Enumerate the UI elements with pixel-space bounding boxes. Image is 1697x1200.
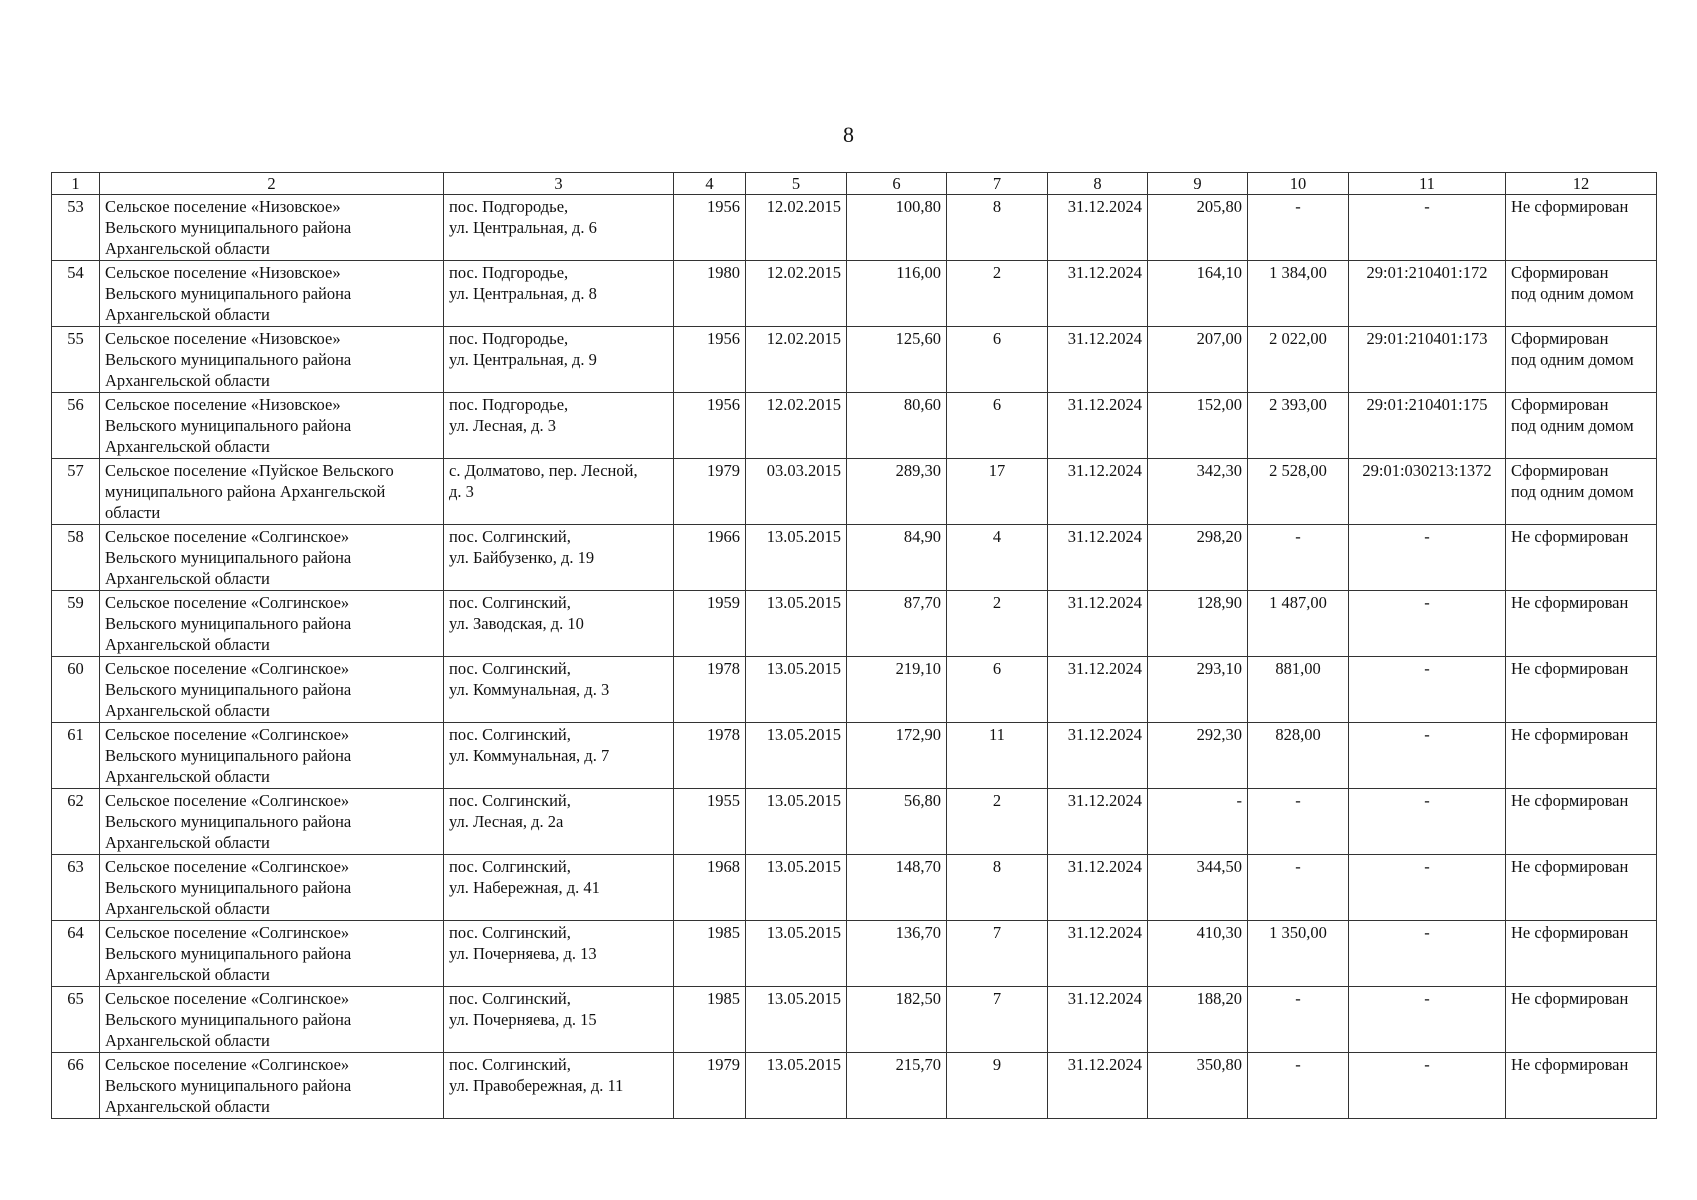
column-header-10: 10 [1248,173,1349,195]
owner-cell [100,657,444,723]
land-status-cell [1506,591,1657,657]
area-cell: 56,80 [847,789,947,855]
recognition-date-cell: 12.02.2015 [746,261,847,327]
table-row [52,525,1657,591]
land-area-cell: - [1248,1053,1349,1119]
table-row [52,393,1657,459]
owner-cell-line: Сельское поселение «Низовское» [105,263,341,282]
address-cell-line: ул. Заводская, д. 10 [449,614,584,633]
land-status-cell [1506,459,1657,525]
land-status-cell [1506,393,1657,459]
owner-cell-line: Вельского муниципального района [105,1010,352,1029]
owner-cell-line: Вельского муниципального района [105,548,352,567]
column-header-9: 9 [1148,173,1248,195]
owner-cell [100,855,444,921]
owner-cell-line: Вельского муниципального района [105,812,352,831]
owner-cell-line: Архангельской области [105,371,270,390]
address-cell-line: ул. Лесная, д. 3 [449,416,557,435]
address-cell-line: ул. Почерняева, д. 13 [449,944,597,963]
address-cell [444,723,674,789]
address-cell-line: с. Долматово, пер. Лесной, [449,461,638,480]
year-built-cell: 1985 [674,921,746,987]
column-header-12: 12 [1506,173,1657,195]
deadline-cell: 31.12.2024 [1048,1053,1148,1119]
owner-cell [100,921,444,987]
page-number: 8 [843,122,854,147]
recognition-date-cell: 13.05.2015 [746,525,847,591]
land-status-cell-line: Не сформирован [1511,593,1629,612]
year-built-cell: 1979 [674,1053,746,1119]
year-built-cell: 1985 [674,987,746,1053]
table-row [52,723,1657,789]
owner-cell-line: Вельского муниципального района [105,284,352,303]
table-row [52,921,1657,987]
area-cell: 87,70 [847,591,947,657]
land-area-cell: 1 350,00 [1248,921,1349,987]
owner-cell-line: Сельское поселение «Солгинское» [105,791,350,810]
owner-cell [100,987,444,1053]
deadline-cell: 31.12.2024 [1048,591,1148,657]
recognition-date-cell: 12.02.2015 [746,195,847,261]
residents-cell: 11 [947,723,1048,789]
owner-cell-line: Архангельской области [105,569,270,588]
year-built-cell: 1966 [674,525,746,591]
owner-cell-line: Сельское поселение «Солгинское» [105,923,350,942]
deadline-cell: 31.12.2024 [1048,723,1148,789]
total-area-cell: 342,30 [1148,459,1248,525]
land-status-cell-line: Не сформирован [1511,1055,1629,1074]
owner-cell-line: Сельское поселение «Солгинское» [105,1055,350,1074]
row-number: 65 [52,987,100,1053]
area-cell: 136,70 [847,921,947,987]
address-cell [444,525,674,591]
deadline-cell: 31.12.2024 [1048,921,1148,987]
owner-cell-line: Вельского муниципального района [105,416,352,435]
deadline-cell: 31.12.2024 [1048,987,1148,1053]
address-cell-line: пос. Подгородье, [449,197,569,216]
column-header-8: 8 [1048,173,1148,195]
address-cell-line: ул. Набережная, д. 41 [449,878,600,897]
land-area-cell: - [1248,855,1349,921]
land-status-cell-line: Не сформирован [1511,791,1629,810]
cadastral-number-cell: 29:01:210401:173 [1349,327,1506,393]
address-cell-line: ул. Коммунальная, д. 3 [449,680,610,699]
land-status-cell [1506,987,1657,1053]
cadastral-number-cell: - [1349,855,1506,921]
year-built-cell: 1956 [674,393,746,459]
row-number: 63 [52,855,100,921]
address-cell [444,1053,674,1119]
address-cell [444,657,674,723]
owner-cell-line: Вельского муниципального района [105,878,352,897]
cadastral-number-cell: - [1349,525,1506,591]
owner-cell-line: Сельское поселение «Пуйское Вельского [105,461,394,480]
address-cell [444,591,674,657]
owner-cell-line: Архангельской области [105,701,270,720]
year-built-cell: 1956 [674,195,746,261]
year-built-cell: 1978 [674,657,746,723]
land-status-cell-line: Сформирован [1511,329,1609,348]
residents-cell: 8 [947,855,1048,921]
owner-cell-line: муниципального района Архангельской [105,482,386,501]
land-status-cell [1506,855,1657,921]
area-cell: 125,60 [847,327,947,393]
total-area-cell: 292,30 [1148,723,1248,789]
area-cell: 215,70 [847,1053,947,1119]
land-area-cell: 2 528,00 [1248,459,1349,525]
address-cell [444,393,674,459]
area-cell: 100,80 [847,195,947,261]
column-header-1: 1 [52,173,100,195]
residents-cell: 7 [947,921,1048,987]
residents-cell: 2 [947,591,1048,657]
owner-cell-line: Вельского муниципального района [105,350,352,369]
table-row [52,459,1657,525]
land-area-cell: 2 393,00 [1248,393,1349,459]
land-status-cell-line: Не сформирован [1511,923,1629,942]
address-cell-line: пос. Подгородье, [449,329,569,348]
table-row [52,261,1657,327]
address-cell-line: пос. Солгинский, [449,791,571,810]
owner-cell [100,261,444,327]
recognition-date-cell: 13.05.2015 [746,1053,847,1119]
total-area-cell: 205,80 [1148,195,1248,261]
land-status-cell-line: Не сформирован [1511,857,1629,876]
address-cell [444,921,674,987]
land-area-cell: 1 487,00 [1248,591,1349,657]
residents-cell: 17 [947,459,1048,525]
total-area-cell: 344,50 [1148,855,1248,921]
address-cell [444,195,674,261]
recognition-date-cell: 13.05.2015 [746,855,847,921]
address-cell-line: ул. Лесная, д. 2а [449,812,564,831]
owner-cell [100,723,444,789]
owner-cell [100,525,444,591]
owner-cell-line: Архангельской области [105,437,270,456]
row-number: 61 [52,723,100,789]
residents-cell: 6 [947,393,1048,459]
deadline-cell: 31.12.2024 [1048,459,1148,525]
row-number: 59 [52,591,100,657]
deadline-cell: 31.12.2024 [1048,327,1148,393]
cadastral-number-cell: - [1349,591,1506,657]
address-cell-line: пос. Подгородье, [449,395,569,414]
owner-cell [100,591,444,657]
land-status-cell-line: Сформирован [1511,461,1609,480]
land-status-cell [1506,195,1657,261]
recognition-date-cell: 13.05.2015 [746,789,847,855]
land-status-cell [1506,261,1657,327]
address-cell-line: пос. Солгинский, [449,527,571,546]
owner-cell-line: Архангельской области [105,833,270,852]
owner-cell-line: Архангельской области [105,965,270,984]
table-body [52,195,1657,1119]
deadline-cell: 31.12.2024 [1048,525,1148,591]
table-row [52,855,1657,921]
land-area-cell: 1 384,00 [1248,261,1349,327]
owner-cell-line: Архангельской области [105,899,270,918]
owner-cell-line: Вельского муниципального района [105,218,352,237]
column-header-3: 3 [444,173,674,195]
owner-cell-line: Сельское поселение «Солгинское» [105,725,350,744]
owner-cell-line: Архангельской области [105,635,270,654]
owner-cell-line: Архангельской области [105,1031,270,1050]
owner-cell-line: Архангельской области [105,1097,270,1116]
table-row [52,327,1657,393]
deadline-cell: 31.12.2024 [1048,195,1148,261]
owner-cell-line: области [105,503,161,522]
cadastral-number-cell: - [1349,657,1506,723]
cadastral-number-cell: 29:01:030213:1372 [1349,459,1506,525]
column-header-6: 6 [847,173,947,195]
area-cell: 84,90 [847,525,947,591]
recognition-date-cell: 13.05.2015 [746,921,847,987]
address-cell-line: д. 3 [449,482,474,501]
address-cell-line: пос. Подгородье, [449,263,569,282]
residents-cell: 6 [947,327,1048,393]
owner-cell-line: Вельского муниципального района [105,1076,352,1095]
year-built-cell: 1979 [674,459,746,525]
owner-cell-line: Вельского муниципального района [105,614,352,633]
owner-cell-line: Архангельской области [105,239,270,258]
table-row [52,789,1657,855]
total-area-cell: 164,10 [1148,261,1248,327]
cadastral-number-cell: 29:01:210401:175 [1349,393,1506,459]
owner-cell-line: Вельского муниципального района [105,746,352,765]
land-status-cell-line: Не сформирован [1511,659,1629,678]
land-status-cell-line: Сформирован [1511,263,1609,282]
row-number: 60 [52,657,100,723]
row-number: 58 [52,525,100,591]
year-built-cell: 1980 [674,261,746,327]
area-cell: 182,50 [847,987,947,1053]
address-cell-line: ул. Центральная, д. 8 [449,284,597,303]
table-row [52,657,1657,723]
column-header-2: 2 [100,173,444,195]
total-area-cell: 350,80 [1148,1053,1248,1119]
address-cell-line: пос. Солгинский, [449,725,571,744]
column-header-4: 4 [674,173,746,195]
table-header [52,173,1657,195]
owner-cell-line: Сельское поселение «Низовское» [105,329,341,348]
column-number-row [52,173,1657,195]
area-cell: 172,90 [847,723,947,789]
land-area-cell: 2 022,00 [1248,327,1349,393]
recognition-date-cell: 13.05.2015 [746,723,847,789]
deadline-cell: 31.12.2024 [1048,789,1148,855]
table-row [52,195,1657,261]
land-status-cell-line: Не сформирован [1511,989,1629,1008]
column-header-7: 7 [947,173,1048,195]
address-cell-line: пос. Солгинский, [449,989,571,1008]
column-header-5: 5 [746,173,847,195]
row-number: 56 [52,393,100,459]
owner-cell-line: Сельское поселение «Солгинское» [105,527,350,546]
residents-cell: 7 [947,987,1048,1053]
owner-cell [100,1053,444,1119]
area-cell: 148,70 [847,855,947,921]
owner-cell [100,393,444,459]
land-status-cell-line: Не сформирован [1511,197,1629,216]
residents-cell: 6 [947,657,1048,723]
owner-cell [100,195,444,261]
owner-cell-line: Сельское поселение «Солгинское» [105,989,350,1008]
residents-cell: 4 [947,525,1048,591]
land-status-cell [1506,723,1657,789]
total-area-cell: 298,20 [1148,525,1248,591]
recognition-date-cell: 12.02.2015 [746,327,847,393]
row-number: 54 [52,261,100,327]
year-built-cell: 1956 [674,327,746,393]
owner-cell-line: Архангельской области [105,767,270,786]
recognition-date-cell: 13.05.2015 [746,591,847,657]
table-row [52,591,1657,657]
cadastral-number-cell: - [1349,789,1506,855]
owner-cell-line: Вельского муниципального района [105,944,352,963]
land-area-cell: - [1248,195,1349,261]
deadline-cell: 31.12.2024 [1048,393,1148,459]
row-number: 53 [52,195,100,261]
year-built-cell: 1978 [674,723,746,789]
owner-cell [100,789,444,855]
land-area-cell: - [1248,525,1349,591]
address-cell [444,261,674,327]
land-status-cell-line: Не сформирован [1511,527,1629,546]
owner-cell-line: Сельское поселение «Низовское» [105,395,341,414]
year-built-cell: 1955 [674,789,746,855]
total-area-cell: 152,00 [1148,393,1248,459]
land-status-cell [1506,789,1657,855]
deadline-cell: 31.12.2024 [1048,855,1148,921]
area-cell: 219,10 [847,657,947,723]
cadastral-number-cell: - [1349,1053,1506,1119]
recognition-date-cell: 03.03.2015 [746,459,847,525]
land-status-cell-line: Не сформирован [1511,725,1629,744]
deadline-cell: 31.12.2024 [1048,261,1148,327]
address-cell-line: пос. Солгинский, [449,1055,571,1074]
address-cell-line: пос. Солгинский, [449,923,571,942]
total-area-cell: 128,90 [1148,591,1248,657]
residents-cell: 9 [947,1053,1048,1119]
land-status-cell-line: Сформирован [1511,395,1609,414]
owner-cell-line: Сельское поселение «Солгинское» [105,857,350,876]
land-status-cell [1506,1053,1657,1119]
address-cell [444,459,674,525]
cadastral-number-cell: - [1349,723,1506,789]
land-area-cell: 828,00 [1248,723,1349,789]
owner-cell [100,327,444,393]
total-area-cell: 410,30 [1148,921,1248,987]
owner-cell-line: Сельское поселение «Солгинское» [105,593,350,612]
cadastral-number-cell: 29:01:210401:172 [1349,261,1506,327]
total-area-cell: 207,00 [1148,327,1248,393]
residents-cell: 2 [947,789,1048,855]
year-built-cell: 1959 [674,591,746,657]
area-cell: 289,30 [847,459,947,525]
cadastral-number-cell: - [1349,987,1506,1053]
land-status-cell [1506,657,1657,723]
owner-cell-line: Сельское поселение «Солгинское» [105,659,350,678]
owner-cell-line: Архангельской области [105,305,270,324]
address-cell-line: ул. Центральная, д. 6 [449,218,597,237]
address-cell [444,855,674,921]
address-cell [444,987,674,1053]
column-header-11: 11 [1349,173,1506,195]
area-cell: 80,60 [847,393,947,459]
land-status-cell-line: под одним домом [1511,284,1634,303]
land-status-cell [1506,327,1657,393]
residents-cell: 2 [947,261,1048,327]
row-number: 66 [52,1053,100,1119]
table-row [52,1053,1657,1119]
total-area-cell: 293,10 [1148,657,1248,723]
address-cell-line: пос. Солгинский, [449,857,571,876]
address-cell-line: ул. Коммунальная, д. 7 [449,746,610,765]
table-row [52,987,1657,1053]
owner-cell-line: Сельское поселение «Низовское» [105,197,341,216]
address-cell-line: ул. Байбузенко, д. 19 [449,548,595,567]
year-built-cell: 1968 [674,855,746,921]
address-cell-line: ул. Правобережная, д. 11 [449,1076,624,1095]
land-status-cell-line: под одним домом [1511,350,1634,369]
recognition-date-cell: 12.02.2015 [746,393,847,459]
address-cell [444,789,674,855]
land-area-cell: 881,00 [1248,657,1349,723]
row-number: 55 [52,327,100,393]
land-area-cell: - [1248,987,1349,1053]
land-status-cell-line: под одним домом [1511,482,1634,501]
area-cell: 116,00 [847,261,947,327]
recognition-date-cell: 13.05.2015 [746,657,847,723]
address-cell-line: ул. Почерняева, д. 15 [449,1010,597,1029]
cadastral-number-cell: - [1349,195,1506,261]
total-area-cell: - [1148,789,1248,855]
land-area-cell: - [1248,789,1349,855]
address-cell-line: ул. Центральная, д. 9 [449,350,597,369]
housing-register-table [51,172,1657,1119]
address-cell-line: пос. Солгинский, [449,593,571,612]
row-number: 62 [52,789,100,855]
residents-cell: 8 [947,195,1048,261]
cadastral-number-cell: - [1349,921,1506,987]
row-number: 64 [52,921,100,987]
deadline-cell: 31.12.2024 [1048,657,1148,723]
total-area-cell: 188,20 [1148,987,1248,1053]
owner-cell-line: Вельского муниципального района [105,680,352,699]
land-status-cell [1506,525,1657,591]
land-status-cell [1506,921,1657,987]
land-status-cell-line: под одним домом [1511,416,1634,435]
recognition-date-cell: 13.05.2015 [746,987,847,1053]
row-number: 57 [52,459,100,525]
owner-cell [100,459,444,525]
address-cell [444,327,674,393]
address-cell-line: пос. Солгинский, [449,659,571,678]
